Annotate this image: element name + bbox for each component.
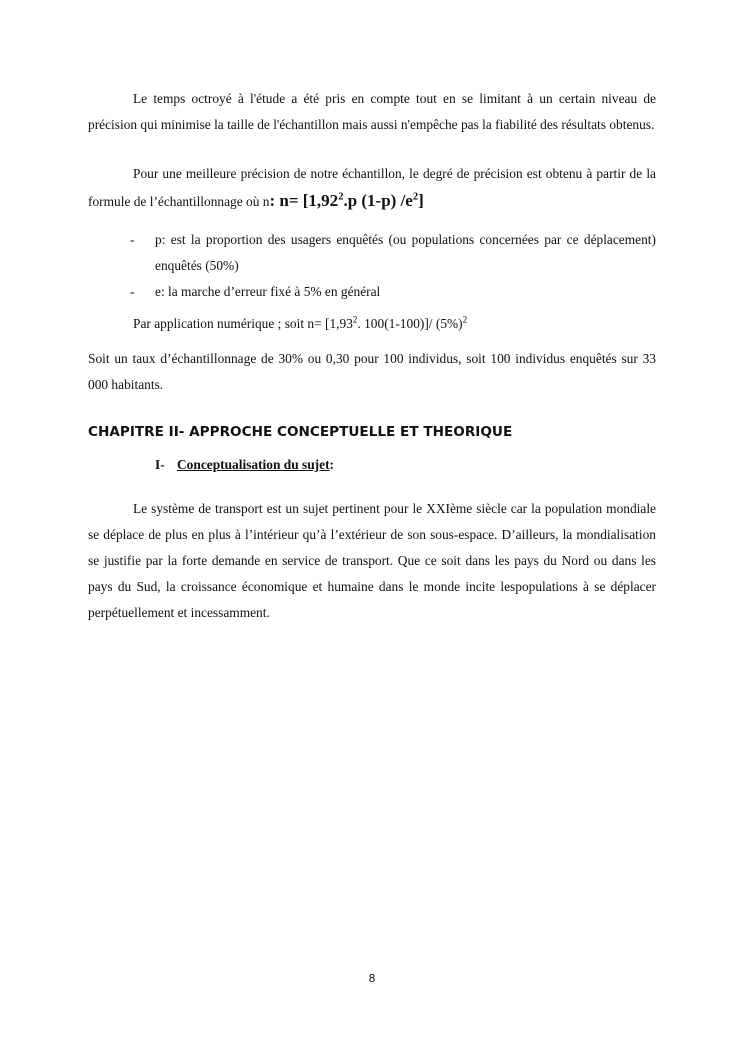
formula-part-a: : n= [1,92 bbox=[269, 191, 339, 210]
list-item-text: e: la marche d’erreur fixé à 5% en général bbox=[155, 284, 381, 299]
paragraph-sampling-rate: Soit un taux d’échantillonnage de 30% ou 0,30 pour 100 individus, soit 100 individus enquêtés sur 33 000 habitants. bbox=[88, 351, 656, 392]
page-number: 8 bbox=[368, 972, 376, 985]
list-item-text: p: est la proportion des usagers enquêtés (ou populations concernées par ce déplacement) enquêtés (50%) bbox=[155, 232, 656, 273]
section-title: Conceptualisation du sujet bbox=[177, 457, 330, 472]
paragraph-time-precision: Le temps octroyé à l'étude a été pris en compte tout en se limitant à un certain niveau de précision qui minimise la taille de l'échantillon mais aussi n'empêche pas la fiabilité des résultats obtenus. bbox=[88, 91, 656, 132]
formula-part-b: .p (1-p) /e bbox=[343, 191, 413, 210]
section-colon: : bbox=[329, 457, 334, 472]
list-item-e bbox=[88, 279, 656, 305]
formula-part-c: ] bbox=[418, 191, 424, 210]
section-heading bbox=[88, 452, 656, 478]
paragraph-transport-system: Le système de transport est un sujet pertinent pour le XXIème siècle car la population mondiale se déplace de plus en plus à l’intérieur qu’à l’extérieur de son sous-espace. D’ailleurs, la mondialisation se justifie par la forte demande en service de transport. Que ce soit dans les pays du Nord ou dans les pays du Sud, la croissance économique et humaine dans le monde incite lespopulations à se déplacer perpétuellement et incessamment. bbox=[88, 501, 656, 620]
numeric-exponent-2: 2 bbox=[462, 314, 468, 325]
numeric-part-b: . 100(1-100)]/ (5%) bbox=[357, 316, 463, 331]
dash-bullet: - bbox=[130, 284, 135, 299]
document-page bbox=[88, 86, 656, 626]
section-number: I- bbox=[155, 457, 165, 472]
numeric-part-a: Par application numérique ; soit n= [1,93 bbox=[133, 316, 353, 331]
formula-exponent-1: 2 bbox=[338, 191, 344, 203]
formula-exponent-2: 2 bbox=[412, 191, 419, 203]
paragraph-numeric-application bbox=[88, 311, 656, 337]
numeric-exponent-1: 2 bbox=[352, 314, 358, 325]
dash-bullet: - bbox=[130, 232, 135, 247]
formula-intro-text: Pour une meilleure précision de notre échantillon, le degré de précision est obtenu à partir de la formule de l’échantillonnage où n bbox=[88, 166, 656, 209]
variable-definitions-list bbox=[88, 227, 656, 305]
chapter-heading: CHAPITRE II- APPROCHE CONCEPTUELLE ET THEORIQUE bbox=[88, 424, 513, 440]
list-item-p bbox=[88, 227, 656, 279]
sampling-formula bbox=[269, 191, 423, 210]
paragraph-sampling-formula bbox=[88, 160, 656, 215]
